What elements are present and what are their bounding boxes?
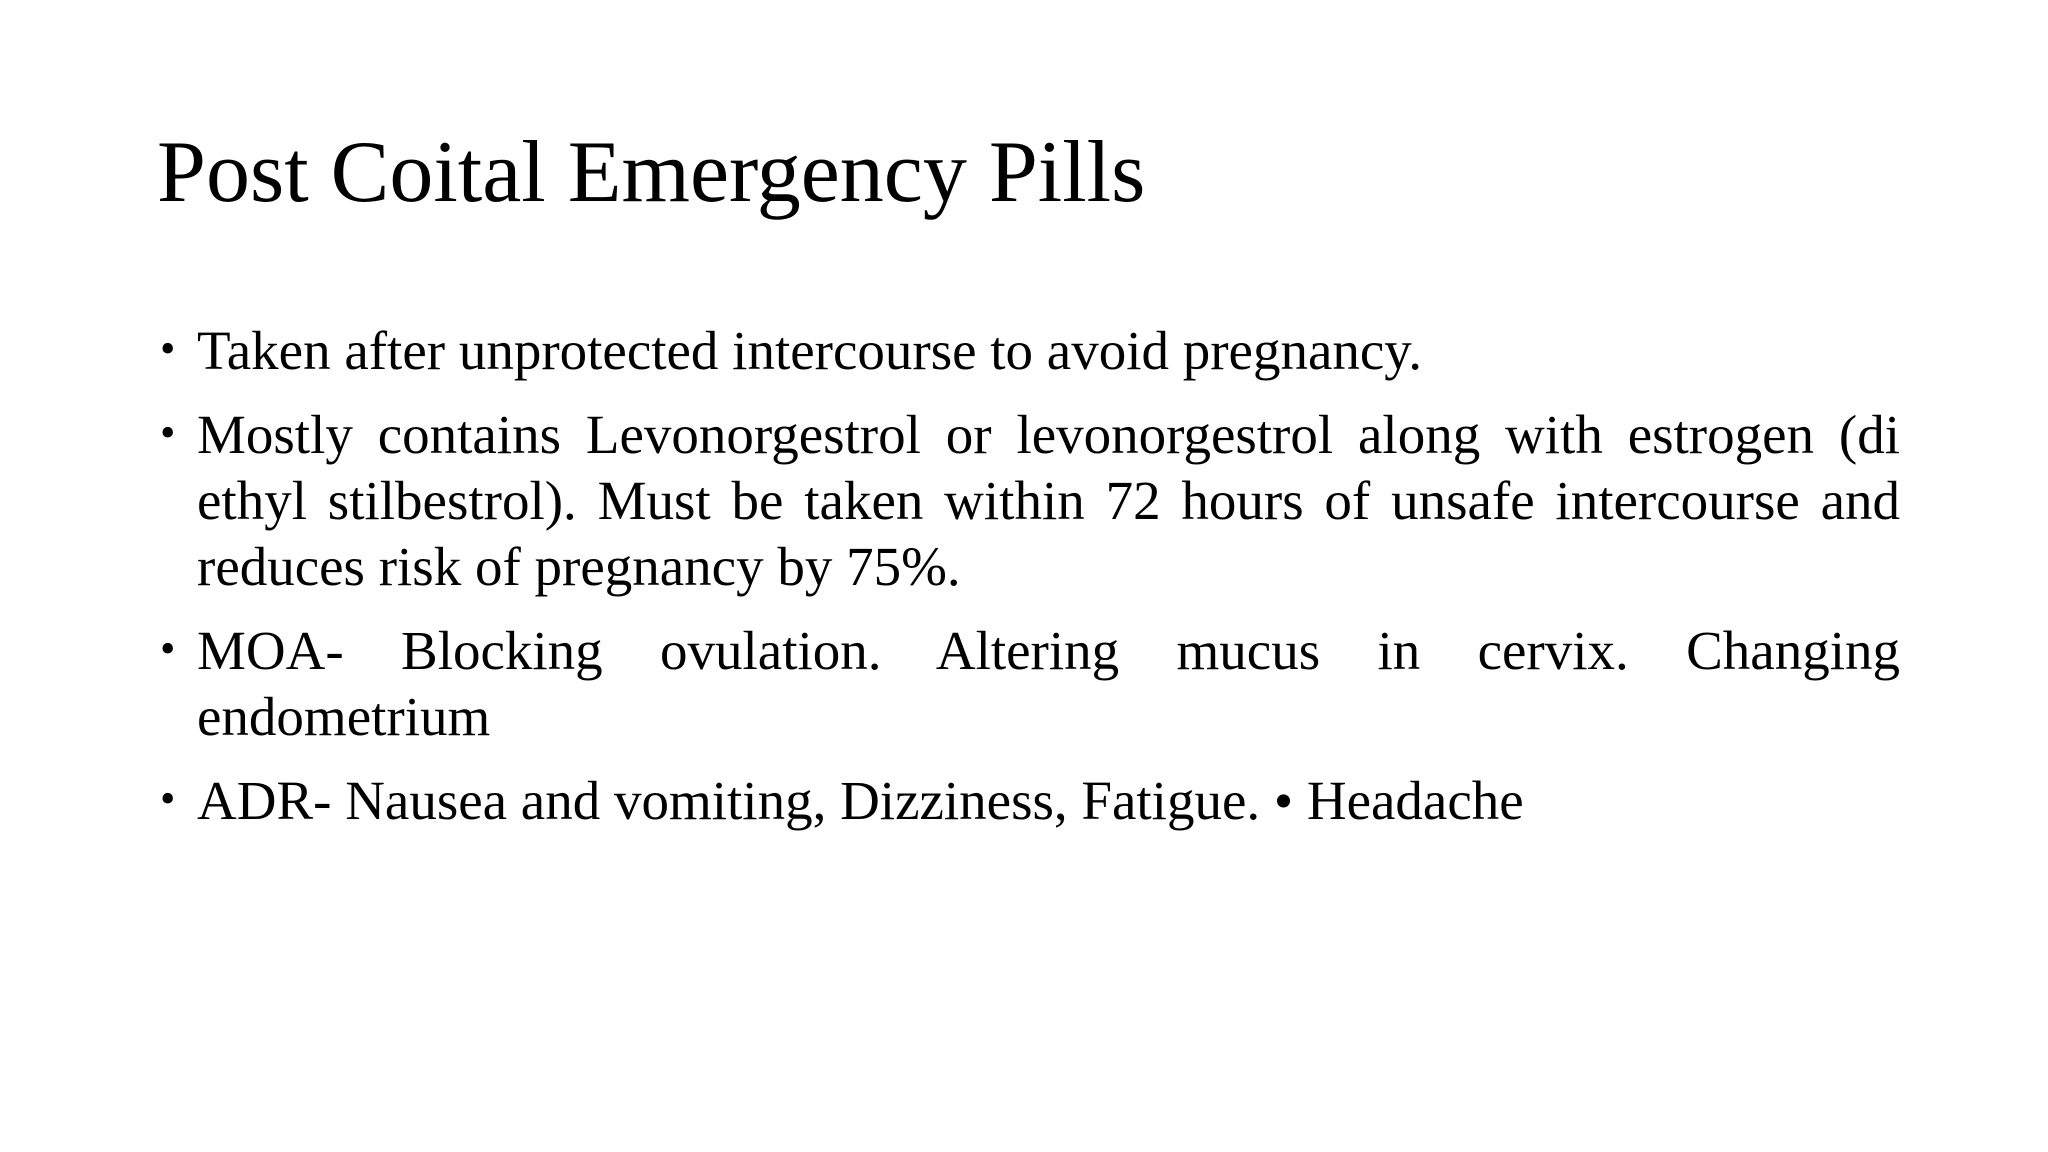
bullet-icon: • [160,624,176,673]
bullet-icon: • [160,408,176,457]
bullet-list [160,318,1900,852]
bullet-text: Mostly contains Levonorgestrol or levonorgestrol along with estrogen (di ethyl stilbestrol). Must be taken within 72 hours of unsafe intercourse and reduces risk of pregnancy by 75%. [197,404,1900,597]
bullet-item-usage [160,318,1900,384]
bullet-item-composition [160,402,1900,600]
bullet-icon: • [160,774,176,823]
bullet-text: Taken after unprotected intercourse to avoid pregnancy. [197,320,1422,381]
bullet-text: MOA- Blocking ovulation. Altering mucus in cervix. Changing endometrium [197,620,1900,747]
bullet-icon: • [160,324,176,373]
bullet-item-moa [160,618,1900,750]
bullet-text: ADR- Nausea and vomiting, Dizziness, Fatigue. • Headache [197,770,1524,831]
bullet-item-adr [160,768,1900,834]
slide-title: Post Coital Emergency Pills [157,124,1146,221]
